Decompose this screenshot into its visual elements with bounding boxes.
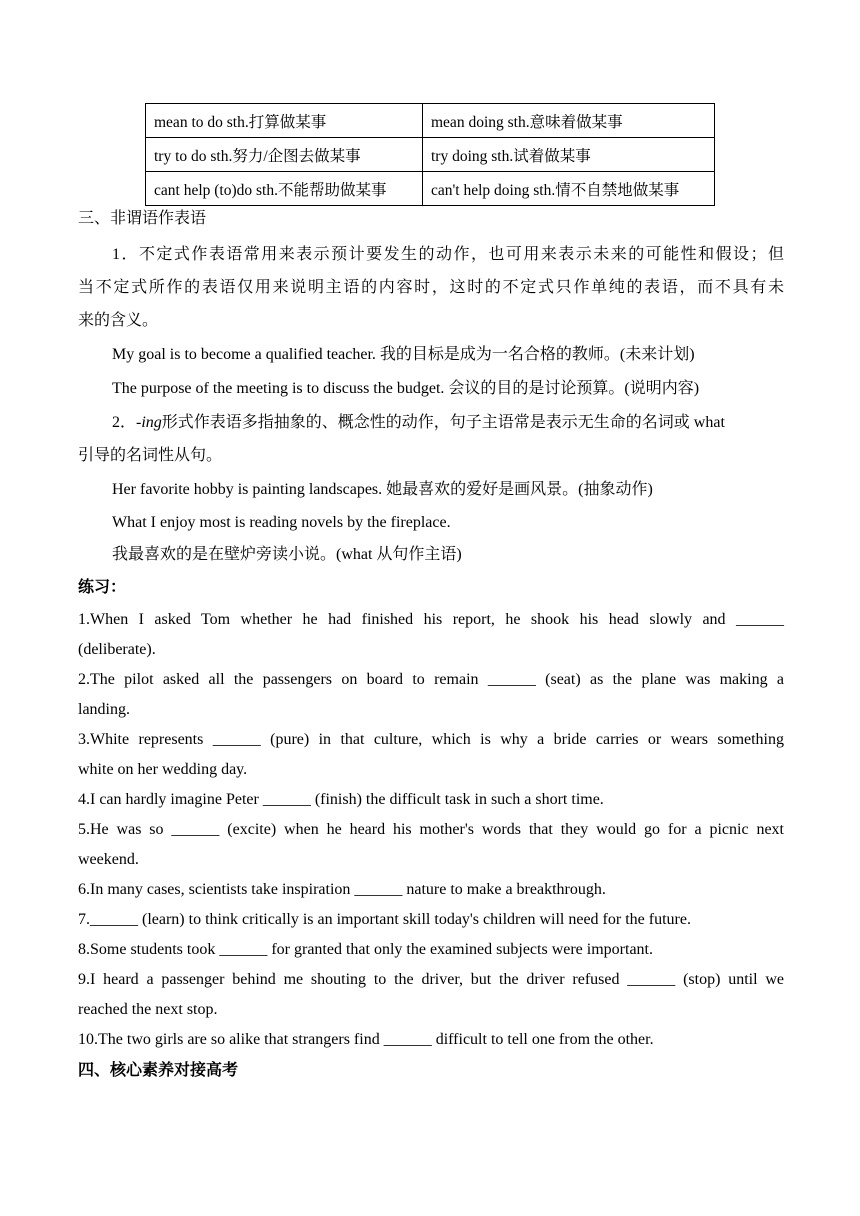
table-cell: can't help doing sth.情不自禁地做某事	[423, 172, 715, 206]
paragraph-line	[112, 413, 725, 433]
exercise-line: 9.I heard a passenger behind me shouting to the driver, but the driver refused ______ (stop) until we	[78, 971, 784, 988]
table-cell: try to do sth.努力/企图去做某事	[146, 138, 423, 172]
example-sentence: Her favorite hobby is painting landscapes. 她最喜欢的爱好是画风景。(抽象动作)	[112, 481, 653, 498]
exercise-line: 3.White represents ______ (pure) in that culture, which is why a bride carries or wears something	[78, 731, 784, 748]
paragraph-text: 形式作表语多指抽象的、概念性的动作，句子主语常是表示无生命的名词或 what	[161, 414, 725, 431]
exercise-line: weekend.	[78, 851, 139, 868]
table-row	[146, 172, 715, 206]
table-cell: mean doing sth.意味着做某事	[423, 104, 715, 138]
comparison-table	[145, 103, 715, 206]
table-cell: cant help (to)do sth.不能帮助做某事	[146, 172, 423, 206]
table-row	[146, 104, 715, 138]
exercise-line: 7.______ (learn) to think critically is an important skill today's children will need for the future.	[78, 911, 691, 928]
section-heading: 四、核心素养对接高考	[78, 1062, 239, 1079]
paragraph-line: 1．不定式作表语常用来表示预计要发生的动作，也可用来表示未来的可能性和假设；但	[112, 246, 784, 263]
example-sentence: 我最喜欢的是在壁炉旁读小说。(what 从句作主语)	[112, 546, 462, 563]
exercise-line: 1.When I asked Tom whether he had finished his report, he shook his head slowly and ______	[78, 611, 784, 628]
example-sentence: My goal is to become a qualified teacher. 我的目标是成为一名合格的教师。(未来计划)	[112, 346, 695, 363]
section-heading: 三、非谓语作表语	[78, 210, 207, 227]
exercise-line: 4.I can hardly imagine Peter ______ (finish) the difficult task in such a short time.	[78, 791, 604, 808]
example-sentence: The purpose of the meeting is to discuss the budget. 会议的目的是讨论预算。(说明内容)	[112, 380, 700, 397]
paragraph-line: 当不定式所作的表语仅用来说明主语的内容时，这时的不定式只作单纯的表语，而不具有未	[78, 279, 784, 296]
example-sentence: What I enjoy most is reading novels by the fireplace.	[112, 514, 451, 531]
table-cell: mean to do sth.打算做某事	[146, 104, 423, 138]
practice-heading: 练习：	[78, 579, 127, 596]
paragraph-line: 来的含义。	[78, 312, 159, 329]
table-row	[146, 138, 715, 172]
table-cell: try doing sth.试着做某事	[423, 138, 715, 172]
exercise-line: 2.The pilot asked all the passengers on board to remain ______ (seat) as the plane was making a	[78, 671, 784, 688]
paragraph-line: 引导的名词性从句。	[78, 447, 223, 464]
exercise-line: 8.Some students took ______ for granted that only the examined subjects were important.	[78, 941, 653, 958]
exercise-line: (deliberate).	[78, 641, 156, 658]
exercise-line: 6.In many cases, scientists take inspiration ______ nature to make a breakthrough.	[78, 881, 606, 898]
item-number: 2．	[112, 414, 137, 431]
exercise-line: white on her wedding day.	[78, 761, 248, 778]
exercise-line: 5.He was so ______ (excite) when he heard his mother's words that they would go for a picnic next	[78, 821, 784, 838]
exercise-line: landing.	[78, 701, 130, 718]
exercise-line: 10.The two girls are so alike that strangers find ______ difficult to tell one from the other.	[78, 1031, 654, 1048]
ing-term: -ing	[136, 414, 162, 431]
exercise-line: reached the next stop.	[78, 1001, 218, 1018]
